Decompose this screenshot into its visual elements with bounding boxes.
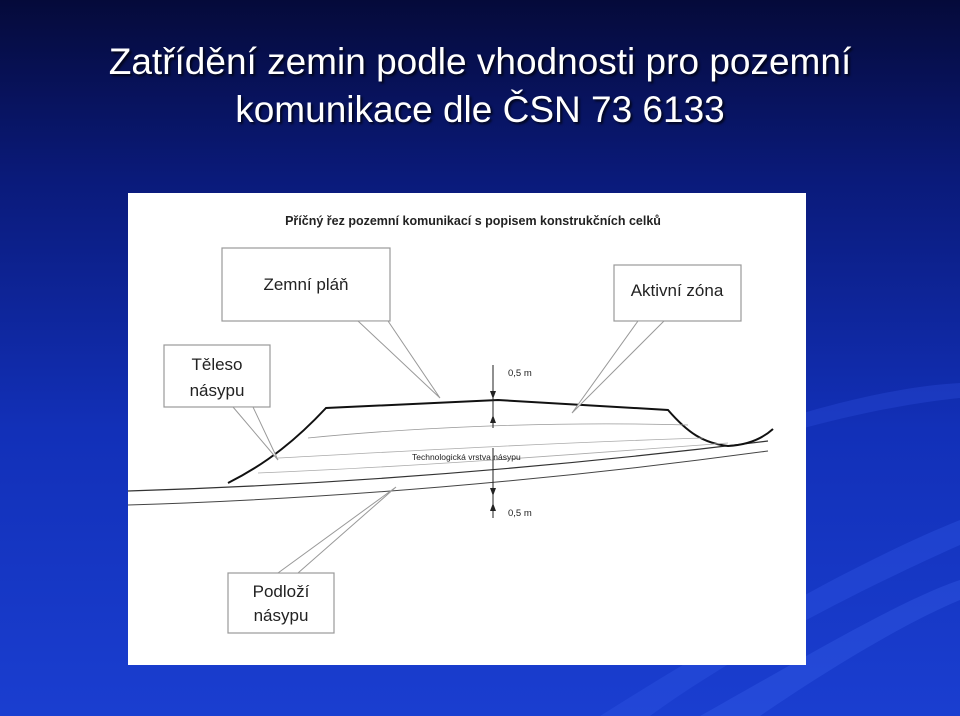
callout-podlozi-line-2: násypu bbox=[253, 606, 309, 625]
callout-teleso-line-1: Těleso bbox=[191, 355, 243, 374]
callout-pointer-zemni-plan bbox=[358, 321, 440, 398]
cross-section-diagram bbox=[128, 193, 806, 665]
slide-title bbox=[0, 38, 960, 134]
callout-zemni-plan: Zemní pláň bbox=[263, 275, 349, 294]
callout-teleso-line-2: násypu bbox=[189, 381, 245, 400]
cross-section-figure bbox=[128, 193, 806, 665]
ground-line-upper bbox=[128, 441, 768, 491]
dimension-bottom-label: 0,5 m bbox=[508, 508, 532, 519]
active-zone-line bbox=[308, 424, 688, 438]
callout-pointer-aktivni-zona bbox=[572, 321, 664, 413]
tech-layer-label: Technologická vrstva násypu bbox=[412, 452, 521, 462]
slide-title-line-1: Zatřídění zemin podle vhodnosti pro pozemní bbox=[108, 41, 852, 82]
callout-podlozi-line-1: Podloží bbox=[252, 582, 310, 601]
dimension-top-label: 0,5 m bbox=[508, 368, 532, 379]
callout-aktivni-zona: Aktivní zóna bbox=[630, 281, 724, 300]
callout-pointer-teleso bbox=[233, 407, 278, 460]
slide-title-line-2: komunikace dle ČSN 73 6133 bbox=[235, 89, 725, 130]
callout-pointer-podlozi bbox=[278, 487, 396, 573]
dimension-bottom-arrow-lower bbox=[490, 503, 496, 511]
dimension-bottom-arrow bbox=[490, 488, 496, 496]
dimension-top-arrow-lower bbox=[490, 415, 496, 423]
figure-caption: Příčný řez pozemní komunikací s popisem konstrukčních celků bbox=[285, 214, 661, 228]
dimension-top-arrow bbox=[490, 391, 496, 399]
